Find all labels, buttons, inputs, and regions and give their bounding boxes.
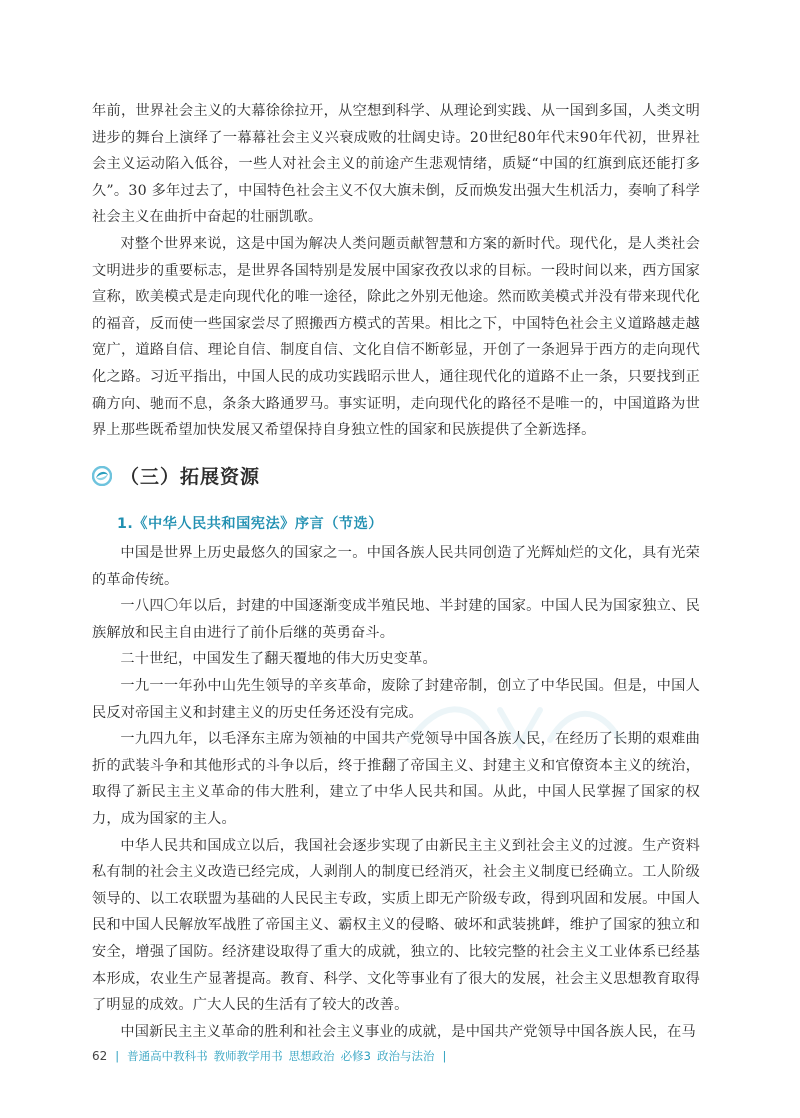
subsection-title: 1.《中华人民共和国宪法》序言（节选）	[117, 516, 383, 532]
page-footer	[92, 1048, 448, 1064]
excerpt-paragraph: 一九一一年孙中山先生领导的辛亥革命，废除了封建帝制，创立了中华民国。但是，中国人民反对帝国主义和封建主义的历史任务还没有完成。	[92, 677, 700, 721]
footer-subject: 思想政治	[288, 1049, 335, 1063]
footer-book-type: 教师教学用书	[213, 1049, 283, 1063]
excerpt-paragraph: 中国是世界上历史最悠久的国家之一。中国各族人民共同创造了光辉灿烂的文化，具有光荣的革命传统。	[92, 545, 700, 588]
excerpt-paragraph: 一八四〇年以后，封建的中国逐渐变成半殖民地、半封建的国家。中国人民为国家独立、民族解放和民主自由进行了前仆后继的英勇奋斗。	[92, 598, 700, 641]
watermark-image	[400, 690, 650, 760]
footer-book-series: 普通高中教科书	[127, 1049, 208, 1063]
swirl-section-icon	[92, 466, 112, 486]
footer-separator: |	[115, 1049, 120, 1063]
excerpt-paragraph: 一九四九年，以毛泽东主席为领袖的中国共产党领导中国各族人民，在经历了长期的艰难曲折的武装斗争和其他形式的斗争以后，终于推翻了帝国主义、封建主义和官僚资本主义的统治，取得了新民主主义革命的伟大胜利，建立了中华人民共和国。从此，中国人民掌握了国家的权力，成为国家的主人。	[92, 731, 700, 827]
intro-text-block	[92, 98, 700, 444]
footer-separator: |	[442, 1049, 447, 1063]
excerpt-paragraph: 中国新民主主义革命的胜利和社会主义事业的成就，是中国共产党领导中国各族人民，在马	[120, 1023, 696, 1040]
constitution-excerpt	[92, 540, 700, 1045]
section-heading	[92, 462, 260, 489]
intro-paragraph: 对整个世界来说，这是中国为解决人类问题贡献智慧和方案的新时代。现代化，是人类社会文明进步的重要标志，是世界各国特别是发展中国家孜孜以求的目标。一段时间以来，西方国家宣称，欧美模式是走向现代化的唯一途径，除此之外别无他途。然而欧美模式并没有带来现代化的福音，反而使一些国家尝尽了照搬西方模式的苦果。相比之下，中国特色社会主义道路越走越宽广，道路自信、理论自信、制度自信、文化自信不断彰显，开创了一条迥异于西方的走向现代化之路。习近平指出，中国人民的成功实践昭示世人，通往现代化的道路不止一条，只要找到正确方向、驰而不息，条条大路通罗马。事实证明，走向现代化的路径不是唯一的，中国道路为世界上那些既希望加快发展又希望保持自身独立性的国家和民族提供了全新选择。	[92, 235, 700, 439]
excerpt-paragraph: 中华人民共和国成立以后，我国社会逐步实现了由新民主主义到社会主义的过渡。生产资料私有制的社会主义改造已经完成，人剥削人的制度已经消灭，社会主义制度已经确立。工人阶级领导的、以工农联盟为基础的人民民主专政，实质上即无产阶级专政，得到巩固和发展。中国人民和中国人民解放军战胜了帝国主义、霸权主义的侵略、破坏和武装挑衅，维护了国家的独立和安全，增强了国防。经济建设取得了重大的成就，独立的、比较完整的社会主义工业体系已经基本形成，农业生产显著提高。教育、科学、文化等事业有了很大的发展，社会主义思想教育取得了明显的成效。广大人民的生活有了较大的改善。	[92, 837, 700, 1014]
excerpt-paragraph: 二十世纪，中国发生了翻天覆地的伟大历史变革。	[120, 651, 437, 668]
page-number: 62	[92, 1049, 108, 1063]
footer-volume: 必修3	[340, 1049, 371, 1063]
intro-paragraph: 年前，世界社会主义的大幕徐徐拉开，从空想到科学、从理论到实践、从一国到多国，人类文明进步的舞台上演绎了一幕幕社会主义兴衰成败的壮阔史诗。20世纪80年代末90年代初，世界社会主义运动陷入低谷，一些人对社会主义的前途产生悲观情绪，质疑“中国的红旗到底还能打多久”。30 多年过去了，中国特色社会主义不仅大旗未倒，反而焕发出强大生机活力，奏响了科学社会主义在曲折中奋起的壮丽凯歌。	[92, 103, 700, 226]
section-heading-label: （三）拓展资源	[120, 466, 261, 488]
footer-volume-title: 政治与法治	[376, 1049, 435, 1063]
